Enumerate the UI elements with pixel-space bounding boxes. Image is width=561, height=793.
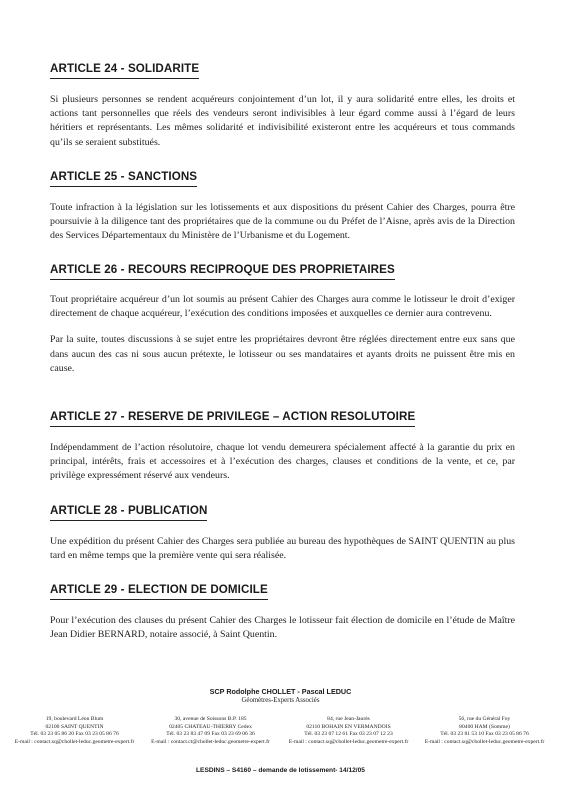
article-27 (50, 410, 515, 484)
article-paragraph: Indépendamment de l’action résolutoire, chaque lot vendu demeurera spécialement affecté à la garantie du prix en principal, intérêts, frais et accessoires et à l’exécution des charges, clauses et conditions de la vente, et ce, par privilège expressément réservé aux vendeurs. (50, 442, 515, 482)
article-28 (50, 504, 515, 563)
firm-subtitle: Géomètres-Experts Associés (241, 697, 320, 704)
article-paragraph: Par la suite, toutes discussions à se sujet entre les propriétaires devront être réglées directement entre eux sans que dans aucun des cas ni sous aucun prétexte, le lotisseur ou ses mandataires et ayants droits ne puissent être mis en cause. (50, 334, 515, 374)
office-city: 02100 SAINT QUENTIN (45, 723, 104, 730)
article-25 (50, 170, 515, 244)
office-chateau-thierry (148, 716, 273, 746)
article-29 (50, 583, 515, 642)
article-heading: ARTICLE 29 - ELECTION DE DOMICILE (50, 583, 268, 600)
office-email: E-mail : contact.sq@chollet-leduc.geometre-expert.fr (14, 738, 135, 745)
article-paragraph: Toute infraction à la législation sur les lotissements et aux dispositions du présent Cahier des Charges, pourra être poursuivie à la diligence tant des propriétaires que de la commune ou du Préfet de l’Aisne, après avis de la Direction des Services Départementaux du Ministère de l’Urbanisme et du Logement. (50, 202, 515, 242)
article-heading: ARTICLE 26 - RECOURS RECIPROQUE DES PROPRIETAIRES (50, 263, 395, 280)
office-phone: Tél. 03 23 05 86 20 Fax 03 23 05 86 76 (30, 731, 119, 738)
office-email: E-mail : contact.sq@chollet-leduc.geometre-expert.fr (288, 738, 409, 745)
office-address: 56, rue du Général Foy (458, 716, 511, 722)
office-bohain (286, 716, 411, 746)
article-heading: ARTICLE 25 - SANCTIONS (50, 170, 197, 187)
office-phone: Tél. 03 23 07 12 61 Fax 03 23 07 12 23 (304, 731, 393, 738)
document-reference: LESDINS – S4160 – demande de lotissement- 14/12/05 (196, 767, 365, 774)
article-paragraph: Tout propriétaire acquéreur d’un lot soumis au présent Cahier des Charges aura comme le lotisseur le droit d’exiger directement de chaque acquéreur, l’exécution des conditions imposées et auxquelles ce dernier aura contrevenu. (50, 294, 515, 320)
article-paragraph: Une expédition du présent Cahier des Charges sera publiée au bureau des hypothèques de SAINT QUENTIN au plus tard en même temps que la première vente qui sera réalisée. (50, 536, 515, 562)
article-heading: ARTICLE 24 - SOLIDARITE (50, 62, 199, 79)
office-city: 02405 CHATEAU-THIERRY Cedex (169, 723, 252, 730)
article-24 (50, 62, 515, 150)
office-address: 19, boulevard Léon Blum (45, 716, 104, 722)
article-26 (50, 263, 515, 376)
office-ham (422, 716, 547, 746)
office-email: E-mail : contact.ct@chollet-leduc.geometre-expert.fr (151, 738, 270, 745)
office-address: 30, avenue de Soissons B.P. 185 (174, 716, 247, 722)
office-address: 84, rue Jean-Jaurès (327, 716, 370, 722)
office-email: E-mail : contact.sq@chollet-leduc.geometre-expert.fr (424, 738, 545, 745)
article-heading: ARTICLE 27 - RESERVE DE PRIVILEGE – ACTION RESOLUTOIRE (50, 410, 415, 427)
firm-name: SCP Rodolphe CHOLLET - Pascal LEDUC (209, 687, 352, 696)
office-phone: Tél. 03 23 83 47 09 Fax 03 23 69 06 36 (166, 731, 255, 738)
office-city: 02110 BOHAIN EN VERMANDOIS (306, 723, 391, 730)
article-heading: ARTICLE 28 - PUBLICATION (50, 504, 207, 521)
article-paragraph: Si plusieurs personnes se rendent acquéreurs conjointement d’un lot, il y aura solidarité entre elles, les droits et actions tant personnelles que réels des vendeurs seront indivisibles à leur égard comme aussi à l’égard de leurs héritiers et représentants. Les mêmes solidarité et indivisibilité existeront entre les acquéreurs et tous commands qu’ils se seraient substitués. (50, 94, 515, 148)
office-city: 80400 HAM (Somme) (459, 723, 510, 730)
article-paragraph: Pour l’exécution des clauses du présent Cahier des Charges le lotisseur fait élection de domicile en l’étude de Maître Jean Didier BERNARD, notaire associé, à Saint Quentin. (50, 615, 515, 641)
office-saint-quentin (12, 716, 137, 746)
office-phone: Tél. 03 23 81 53 10 Fax 03 23 05 86 76 (440, 731, 529, 738)
